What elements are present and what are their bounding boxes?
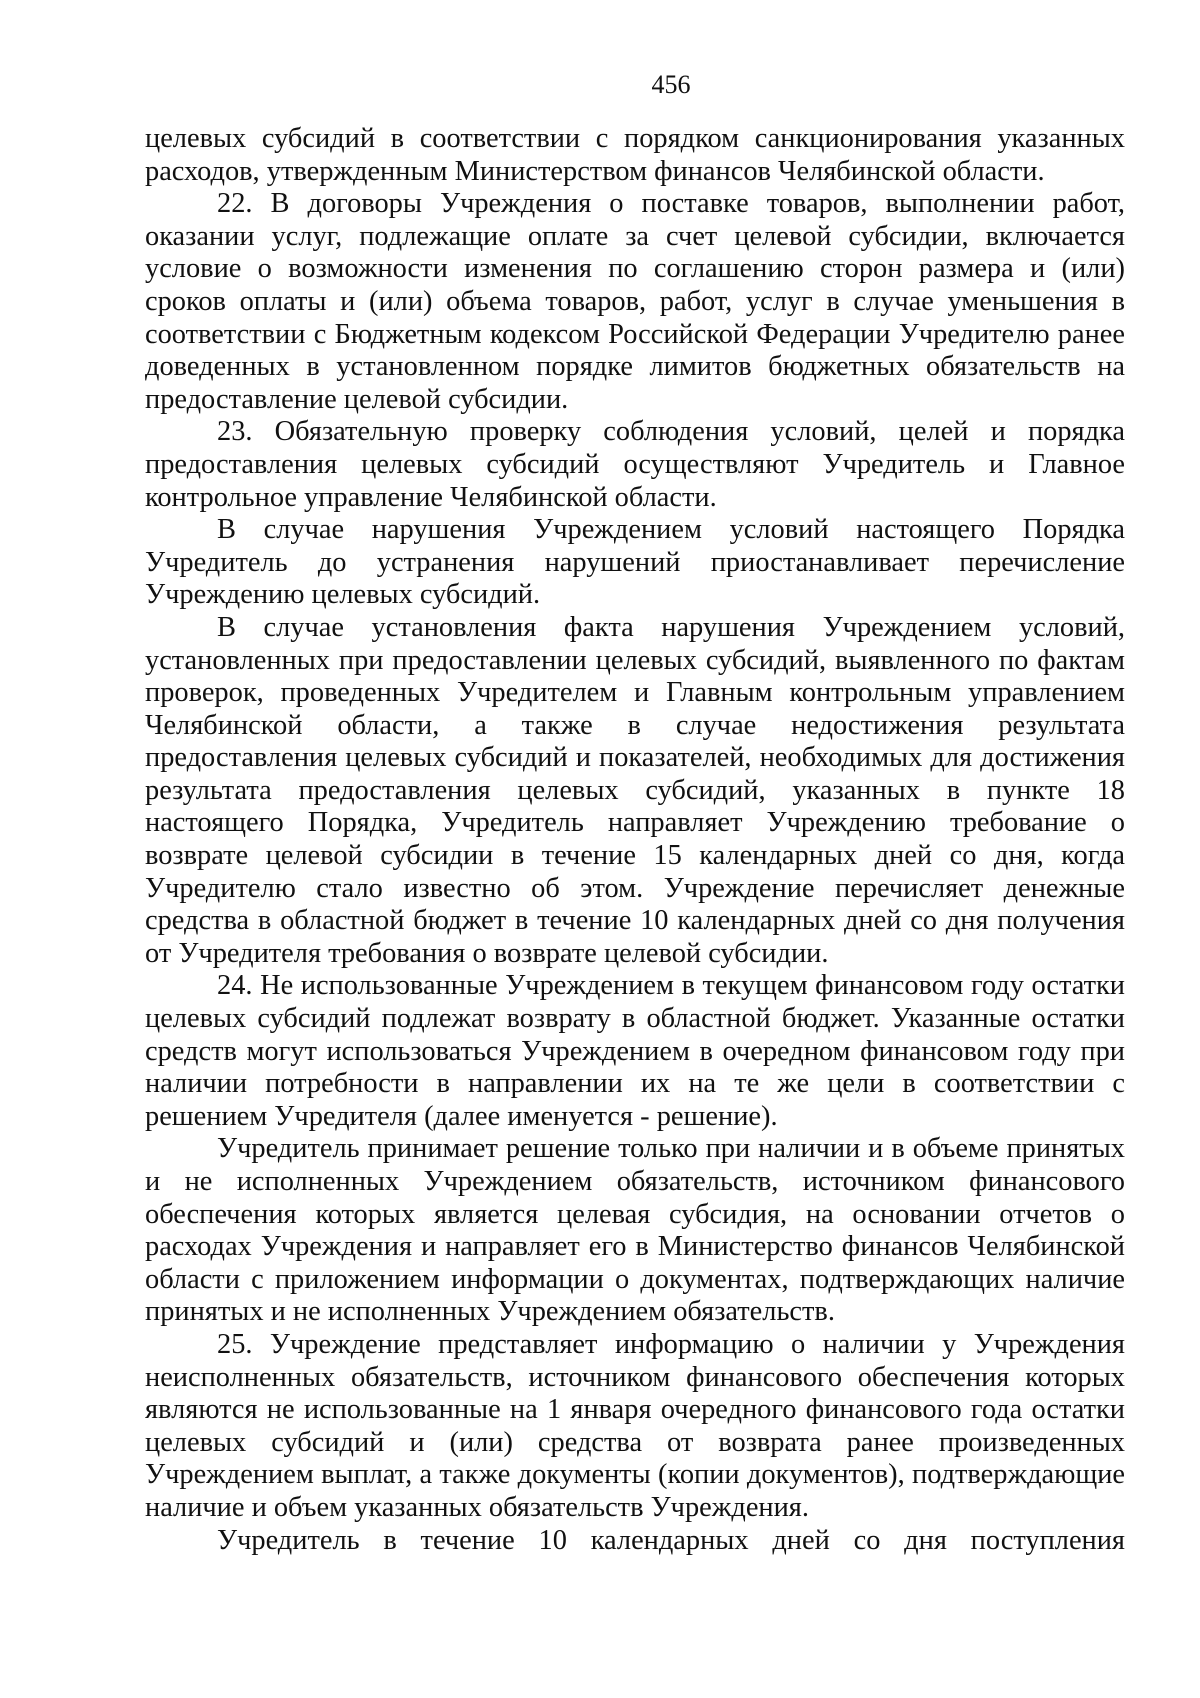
page-number: 456 (651, 70, 691, 99)
paragraph-continuation: целевых субсидий в соответствии с порядком санкционирования указанных расходов, утвержденным Министерством финансов Челябинской области. (145, 123, 1125, 187)
document-page (145, 70, 1125, 1557)
paragraph-23-return: В случае установления факта нарушения Учреждением условий, установленных при предоставлении целевых субсидий, выявленного по фактам проверок, проведенных Учредителем и Главным контрольным управлением Челябинской области, а также в случае недостижения результата предоставления целевых субсидий и показателей, необходимых для достижения результата предоставления целевых субсидий, указанных в пункте 18 настоящего Порядка, Учредитель направляет Учреждению требование о возврате целевой субсидии в течение 15 календарных дней со дня, когда Учредителю стало известно об этом. Учреждение перечисляет денежные средства в областной бюджет в течение 10 календарных дней со дня получения от Учредителя требования о возврате целевой субсидии. (145, 611, 1125, 969)
paragraph-25: 25. Учреждение представляет информацию о наличии у Учреждения неисполненных обязательств, источником финансового обеспечения которых являются не использованные на 1 января очередного финансового года остатки целевых субсидий и (или) средства от возврата ранее произведенных Учреждением выплат, а также документы (копии документов), подтверждающие наличие и объем указанных обязательств Учреждения. (145, 1328, 1125, 1523)
paragraph-24: 24. Не использованные Учреждением в текущем финансовом году остатки целевых субсидий подлежат возврату в областной бюджет. Указанные остатки средств могут использоваться Учреждением в очередном финансовом году при наличии потребности в направлении их на те же цели в соответствии с решением Учредителя (далее именуется - решение). (145, 970, 1125, 1132)
paragraph-22: 22. В договоры Учреждения о поставке товаров, выполнении работ, оказании услуг, подлежащие оплате за счет целевой субсидии, включается условие о возможности изменения по соглашению сторон размера и (или) сроков оплаты и (или) объема товаров, работ, услуг в случае уменьшения в соответствии с Бюджетным кодексом Российской Федерации Учредителю ранее доведенных в установленном порядке лимитов бюджетных обязательств на предоставление целевой субсидии. (145, 188, 1125, 415)
paragraph-23: 23. Обязательную проверку соблюдения условий, целей и порядка предоставления целевых субсидий осуществляют Учредитель и Главное контрольное управление Челябинской области. (145, 416, 1125, 513)
paragraph-23-violation: В случае нарушения Учреждением условий настоящего Порядка Учредитель до устранения нарушений приостанавливает перечисление Учреждению целевых субсидий. (145, 514, 1125, 611)
paragraph-24-decision: Учредитель принимает решение только при наличии и в объеме принятых и не исполненных Учреждением обязательств, источником финансового обеспечения которых является целевая субсидия, на основании отчетов о расходах Учреждения и направляет его в Министерство финансов Челябинской области с приложением информации о документах, подтверждающих наличие принятых и не исполненных Учреждением обязательств. (145, 1133, 1125, 1328)
paragraph-25-founder: Учредитель в течение 10 календарных дней со дня поступления (217, 1524, 1125, 1556)
